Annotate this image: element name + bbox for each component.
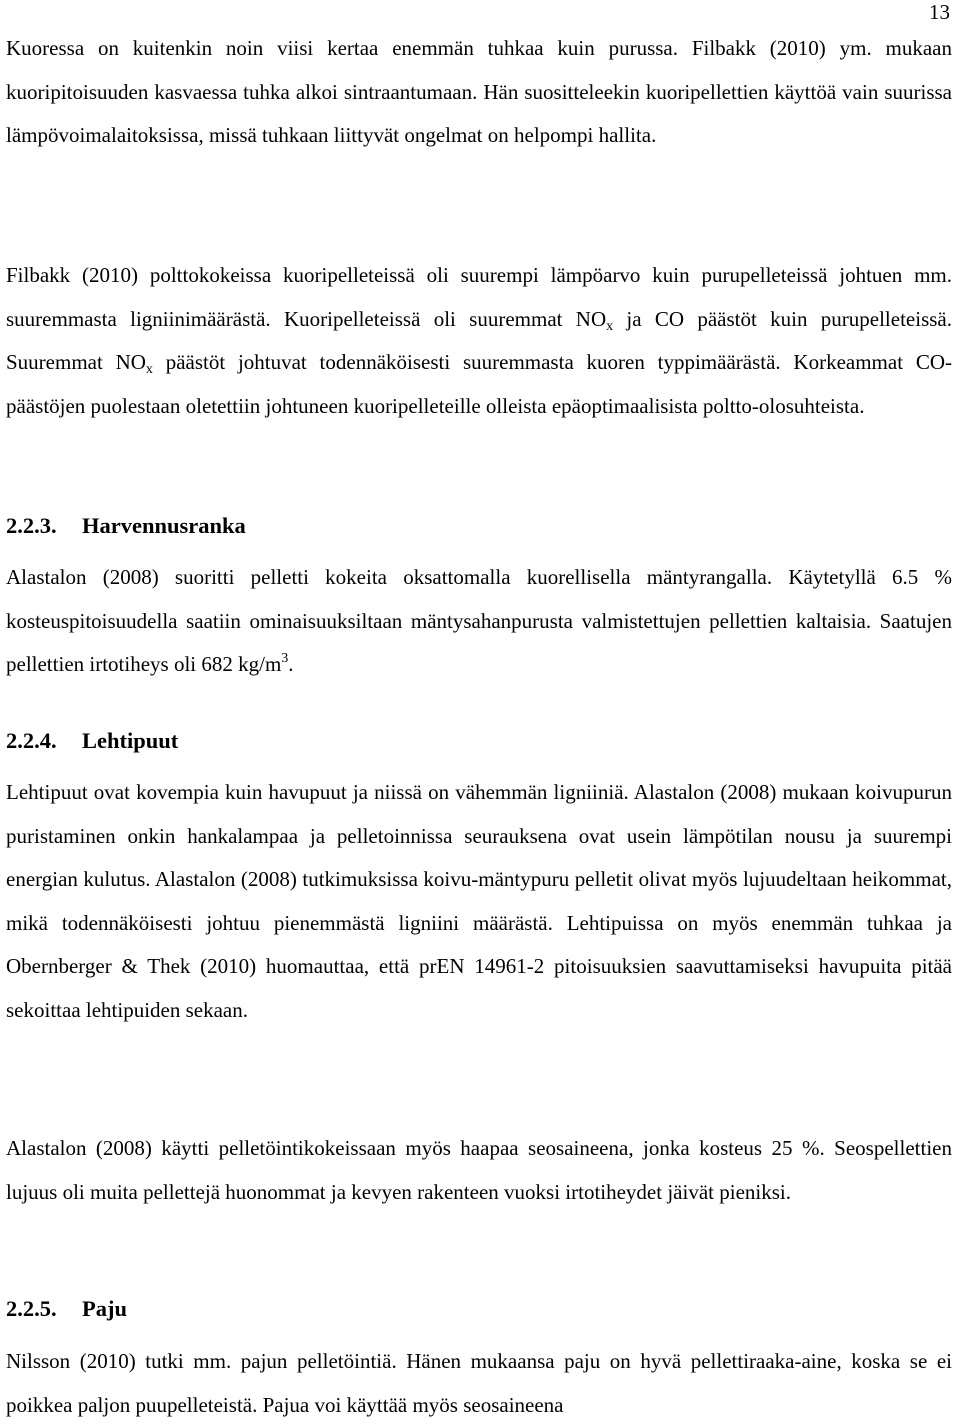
section-heading-paju <box>6 1294 127 1324</box>
text-segment: ja CO päästöt kuin purupelleteissä. Suuremmat NO <box>6 306 952 374</box>
text-segment: päästöt johtuvat todennäköisesti suuremmasta kuoren typpimäärästä. Korkeammat CO-päästöjen puolestaan oletettiin johtuneen kuoripelleteille olleista epäoptimaalisista poltto-olosuhteista. <box>6 350 952 418</box>
subscript-x: x <box>145 362 153 377</box>
section-number: 2.2.3. <box>6 513 57 538</box>
section-title: Lehtipuut <box>82 728 179 753</box>
paragraph-filbakk-combustion <box>6 254 952 428</box>
paragraph-paju: Nilsson (2010) tutki mm. pajun pelletöintiä. Hänen mukaansa paju on hyvä pellettiraaka-aine, koska se ei poikkea paljon puupelleteistä. Pajua voi käyttää myös seosaineena <box>6 1349 952 1417</box>
paragraph-bark-ash: Kuoressa on kuitenkin noin viisi kertaa enemmän tuhkaa kuin purussa. Filbakk (2010) ym. mukaan kuoripitoisuuden kasvaessa tuhka alkoi sintraantumaan. Hän suositteleekin kuoripellettien käyttöä vain suurissa lämpövoimalaitoksissa, missä tuhkaan liittyvät ongelmat on helpompi hallita. <box>6 36 952 147</box>
page-number: 13 <box>929 0 950 24</box>
paragraph-haapa: Alastalon (2008) käytti pelletöintikokeissaan myös haapaa seosaineena, jonka kosteus 25 %. Seospellettien lujuus oli muita pellettejä huonommat ja kevyen rakenteen vuoksi irtotiheydet jäivät pieniksi. <box>6 1136 952 1204</box>
subscript-x: x <box>606 318 614 334</box>
section-number: 2.2.5. <box>6 1296 57 1321</box>
text-segment: Alastalon (2008) suoritti pelletti kokeita oksattomalla kuorellisella mäntyrangalla. Käytetyllä 6.5 % kosteuspitoisuudella saatiin ominaisuuksiltaan mäntysahanpurusta valmistettujen pellettien kaltaisia. Saatujen pellettien irtotiheys oli 682 kg/m <box>6 565 952 676</box>
paragraph-harvennusranka <box>6 556 952 687</box>
superscript-3: 3 <box>281 651 289 666</box>
section-title: Paju <box>82 1296 127 1321</box>
section-title: Harvennusranka <box>82 513 246 538</box>
text-segment: Filbakk (2010) polttokokeissa kuoripelleteissä oli suurempi lämpöarvo kuin purupelleteissä johtuen mm. suuremmasta ligniinimäärästä. Kuoripelleteissä oli suuremmat NO <box>6 263 952 331</box>
section-number: 2.2.4. <box>6 728 57 753</box>
text-segment: . <box>288 652 294 676</box>
section-heading-lehtipuut <box>6 726 178 756</box>
section-heading-harvennusranka <box>6 511 246 541</box>
paragraph-lehtipuut: Lehtipuut ovat kovempia kuin havupuut ja niissä on vähemmän ligniiniä. Alastalon (2008) mukaan koivupurun puristaminen onkin hankalampaa ja pelletoinnissa seurauksena ovat usein lämpötilan nousu ja suurempi energian kulutus. Alastalon (2008) tutkimuksissa koivu-mäntypuru pelletit olivat myös lujuudeltaan heikommat, mikä todennäköisesti johtuu pienemmästä ligniini määrästä. Lehtipuissa on myös enemmän tuhkaa ja Obernberger & Thek (2010) huomauttaa, että prEN 14961-2 pitoisuuksien saavuttamiseksi havupuita pitää sekoittaa lehtipuiden sekaan. <box>6 780 952 1022</box>
